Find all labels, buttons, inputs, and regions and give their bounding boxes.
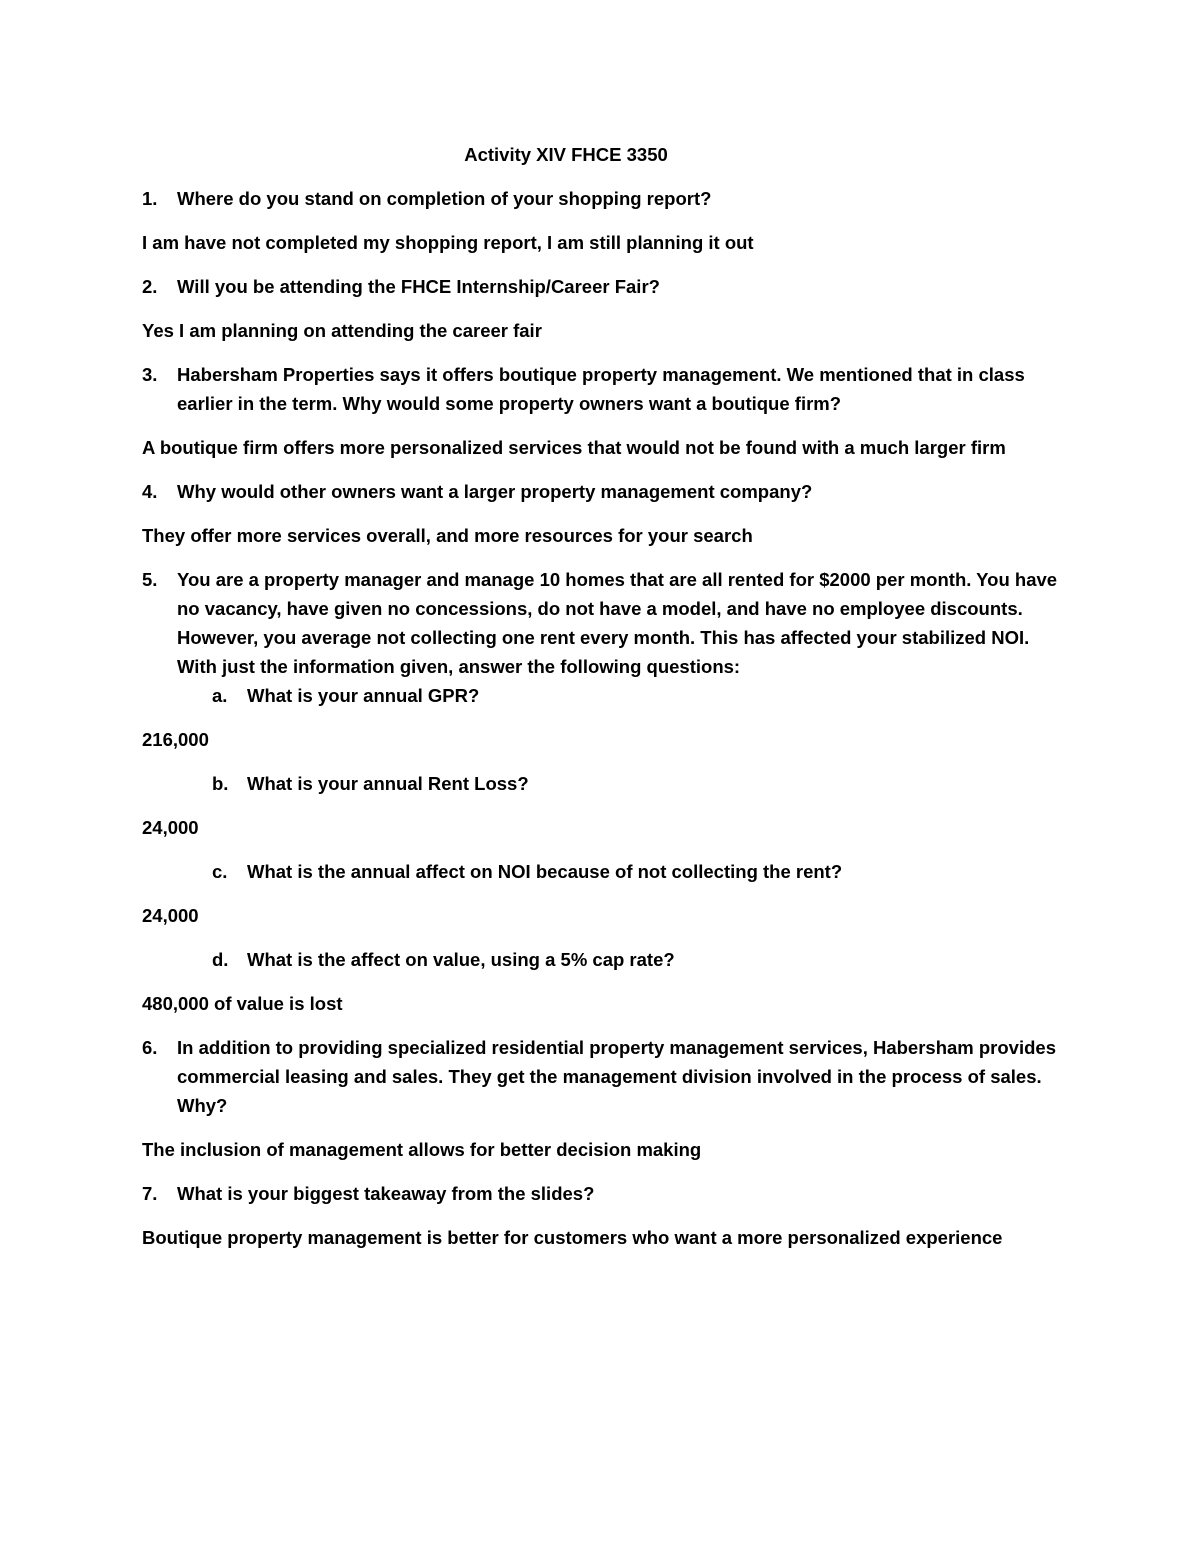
question-text: Habersham Properties says it offers boutique property management. We mentioned that in class earlier in the term. Why would some property owners want a boutique firm?	[177, 364, 1025, 414]
answer-1: I am have not completed my shopping report, I am still planning it out	[142, 232, 754, 253]
answer-3: A boutique firm offers more personalized services that would not be found with a much larger firm	[142, 437, 1006, 458]
subquestion-letter: a.	[212, 685, 228, 706]
question-number: 4.	[142, 481, 158, 502]
document-body	[142, 140, 1062, 1267]
subquestion-text: What is your annual GPR?	[247, 685, 480, 706]
question-text: Will you be attending the FHCE Internship/Career Fair?	[177, 276, 660, 297]
answer-2: Yes I am planning on attending the career fair	[142, 320, 542, 341]
question-text: In addition to providing specialized residential property management services, Habersham provides commercial leasing and sales. They get the management division involved in the process of sales. Why?	[177, 1037, 1056, 1116]
question-text: Why would other owners want a larger property management company?	[177, 481, 813, 502]
answer-5c: 24,000	[142, 905, 199, 926]
answer-4: They offer more services overall, and more resources for your search	[142, 525, 753, 546]
question-number: 5.	[142, 569, 158, 590]
question-6	[142, 1033, 1062, 1120]
question-5b	[212, 769, 1062, 798]
document-title: Activity XIV FHCE 3350	[464, 144, 668, 165]
subquestion-letter: c.	[212, 861, 228, 882]
question-text: Where do you stand on completion of your shopping report?	[177, 188, 712, 209]
subquestion-text: What is the annual affect on NOI because of not collecting the rent?	[247, 861, 843, 882]
question-5a	[212, 681, 1062, 710]
subquestion-text: What is your annual Rent Loss?	[247, 773, 529, 794]
question-number: 1.	[142, 188, 158, 209]
question-text: You are a property manager and manage 10 homes that are all rented for $2000 per month. You have no vacancy, have given no concessions, do not have a model, and have no employee discounts. However, you average not collecting one rent every month. This has affected your stabilized NOI. With just the information given, answer the following questions:	[177, 569, 1058, 677]
question-1	[142, 184, 1062, 213]
question-5	[142, 565, 1062, 681]
question-5c	[212, 857, 1062, 886]
question-number: 6.	[142, 1037, 158, 1058]
question-number: 2.	[142, 276, 158, 297]
answer-5b: 24,000	[142, 817, 199, 838]
question-3	[142, 360, 1062, 418]
question-4	[142, 477, 1062, 506]
answer-6: The inclusion of management allows for better decision making	[142, 1139, 702, 1160]
question-number: 7.	[142, 1183, 158, 1204]
question-2	[142, 272, 1062, 301]
question-5d	[212, 945, 1062, 974]
question-7	[142, 1179, 1062, 1208]
answer-7: Boutique property management is better for customers who want a more personalized experience	[142, 1227, 1003, 1248]
subquestion-letter: d.	[212, 949, 229, 970]
question-text: What is your biggest takeaway from the slides?	[177, 1183, 595, 1204]
question-number: 3.	[142, 364, 158, 385]
answer-5a: 216,000	[142, 729, 209, 750]
answer-5d: 480,000 of value is lost	[142, 993, 343, 1014]
subquestion-letter: b.	[212, 773, 229, 794]
subquestion-text: What is the affect on value, using a 5% cap rate?	[247, 949, 675, 970]
